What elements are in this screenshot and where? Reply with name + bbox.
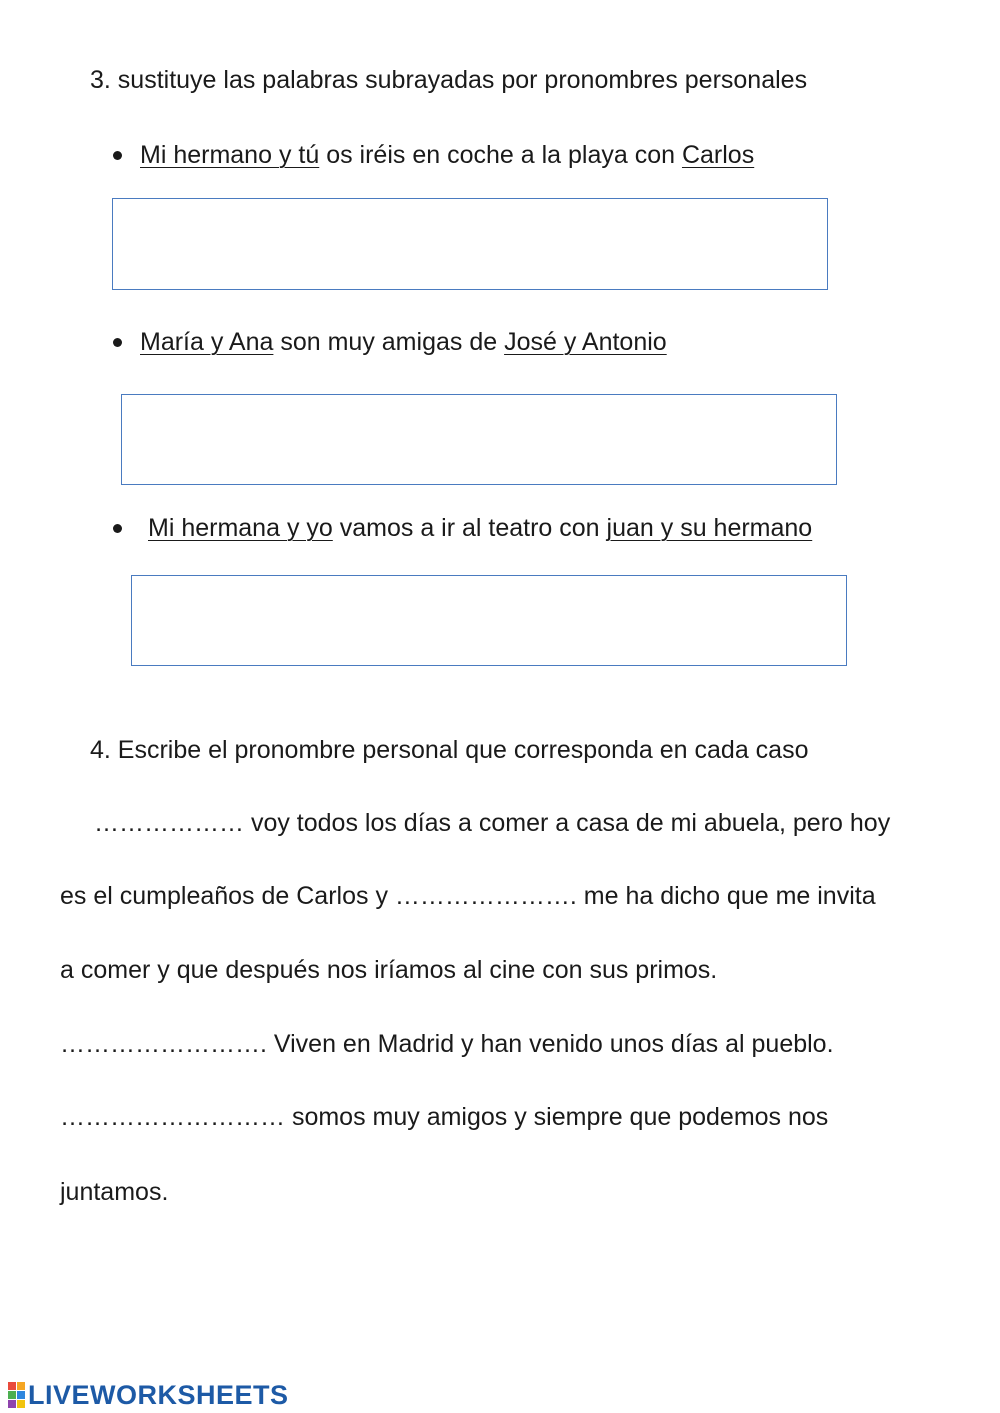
answer-box-1[interactable] [112,198,828,290]
underlined-phrase: juan y su hermano [606,514,813,542]
underlined-phrase: José y Antonio [504,328,667,356]
plain-text: os iréis en coche a la playa con [319,141,682,169]
bullet-2 [113,338,122,347]
section3-title: 3. sustituye las palabras subrayadas por pronombres personales [90,66,808,94]
section4-title: 4. Escribe el pronombre personal que corresponda en cada caso [90,736,809,764]
paragraph-line-2: es el cumpleaños de Carlos y …………………. me ha dicho que me invita [60,882,876,910]
underlined-phrase: Mi hermano y tú [140,141,320,169]
answer-box-3[interactable] [131,575,847,666]
paragraph-line-1: ……………… voy todos los días a comer a casa de mi abuela, pero hoy [94,809,891,837]
underlined-phrase: María y Ana [140,328,274,356]
paragraph-line-5: ……………………… somos muy amigos y siempre que podemos nos [60,1103,829,1131]
paragraph-line-6: juntamos. [60,1178,169,1206]
logo-mark-icon [8,1382,25,1408]
exercise-item-1 [140,140,754,170]
bullet-3 [113,524,122,533]
liveworksheets-logo[interactable] [8,1380,289,1410]
underlined-phrase: Carlos [681,141,755,169]
plain-text: vamos a ir al teatro con [332,514,607,542]
underlined-phrase: Mi hermana y yo [148,514,333,542]
paragraph-line-4: ……………………. Viven en Madrid y han venido unos días al pueblo. [60,1030,834,1058]
paragraph-line-3: a comer y que después nos iríamos al cine con sus primos. [60,956,718,984]
bullet-1 [113,151,122,160]
plain-text: son muy amigas de [273,328,505,356]
answer-box-2[interactable] [121,394,837,485]
logo-text: LIVEWORKSHEETS [28,1379,289,1410]
exercise-item-3 [148,513,812,543]
exercise-item-2 [140,327,667,357]
